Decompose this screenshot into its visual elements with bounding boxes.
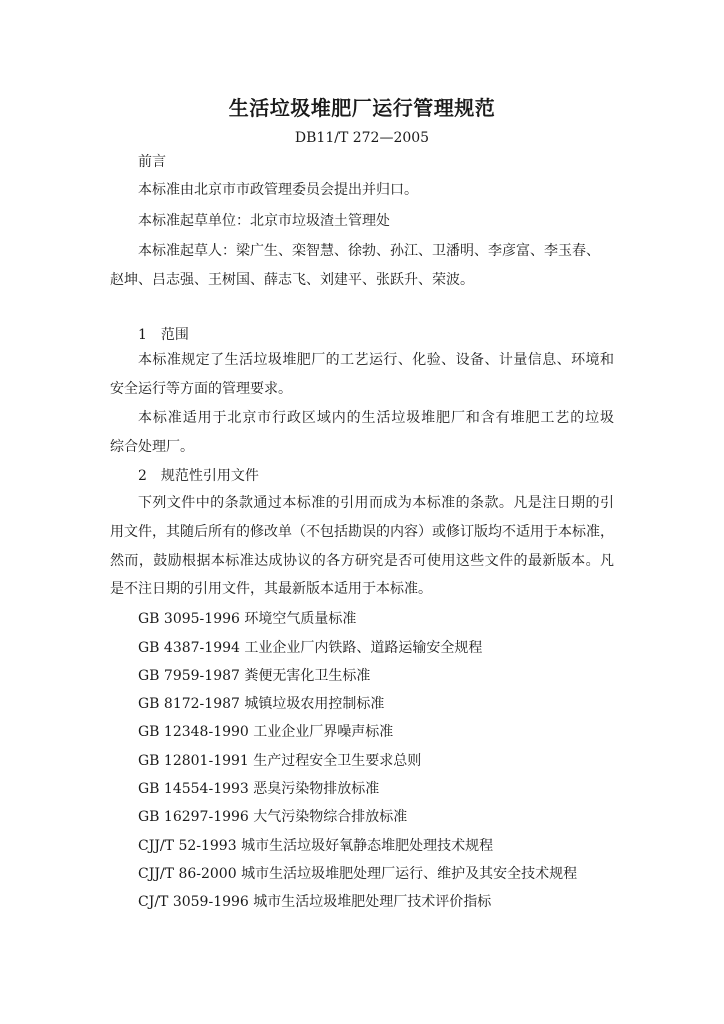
reference-item: CJJ/T 52-1993 城市生活垃圾好氧静态堆肥处理技术规程 <box>138 838 494 854</box>
reference-item: GB 16297-1996 大气污染物综合排放标准 <box>138 809 408 825</box>
foreword-heading: 前言 <box>138 154 166 170</box>
reference-item: CJJ/T 86-2000 城市生活垃圾堆肥处理厂运行、维护及其安全技术规程 <box>138 866 578 882</box>
foreword-line: 本标准由北京市市政管理委员会提出并归口。 <box>138 182 418 198</box>
reference-item: CJ/T 3059-1996 城市生活垃圾堆肥处理厂技术评价指标 <box>138 894 492 910</box>
section-heading: 2 规范性引用文件 <box>138 468 259 484</box>
paragraph-line: 用文件，其随后所有的修改单（不包括勘误的内容）或修订版均不适用于本标准， <box>110 524 614 540</box>
paragraph-line: 安全运行等方面的管理要求。 <box>110 381 292 397</box>
reference-item: GB 12801-1991 生产过程安全卫生要求总则 <box>138 753 422 769</box>
reference-item: GB 4387-1994 工业企业厂内铁路、道路运输安全规程 <box>138 640 483 656</box>
reference-item: GB 8172-1987 城镇垃圾农用控制标准 <box>138 696 385 712</box>
paragraph-line: 本标准适用于北京市行政区域内的生活垃圾堆肥厂和含有堆肥工艺的垃圾 <box>138 410 614 426</box>
reference-item: GB 12348-1990 工业企业厂界噪声标准 <box>138 724 394 740</box>
paragraph-line: 是不注日期的引用文件，其最新版本适用于本标准。 <box>110 581 432 597</box>
paragraph-line: 本标准规定了生活垃圾堆肥厂的工艺运行、化验、设备、计量信息、环境和 <box>138 352 614 368</box>
reference-item: GB 3095-1996 环境空气质量标准 <box>138 611 357 627</box>
reference-item: GB 14554-1993 恶臭污染物排放标准 <box>138 781 380 797</box>
paragraph-line: 下列文件中的条款通过本标准的引用而成为本标准的条款。凡是注日期的引 <box>138 495 614 511</box>
foreword-line: 赵坤、吕志强、王树国、薛志飞、刘建平、张跃升、荣波。 <box>110 272 474 288</box>
paragraph-line: 然而，鼓励根据本标准达成协议的各方研究是否可使用这些文件的最新版本。凡 <box>110 553 614 569</box>
document-title: 生活垃圾堆肥厂运行管理规范 <box>228 96 496 120</box>
section-heading: 1 范围 <box>138 327 189 343</box>
foreword-line: 本标准起草人：梁广生、栾智慧、徐勃、孙江、卫潘明、李彦富、李玉春、 <box>138 243 600 259</box>
reference-item: GB 7959-1987 粪便无害化卫生标准 <box>138 668 371 684</box>
paragraph-line: 综合处理厂。 <box>110 439 194 455</box>
foreword-line: 本标准起草单位：北京市垃圾渣土管理处 <box>138 213 390 229</box>
standard-code: DB11/T 272—2005 <box>294 130 430 146</box>
